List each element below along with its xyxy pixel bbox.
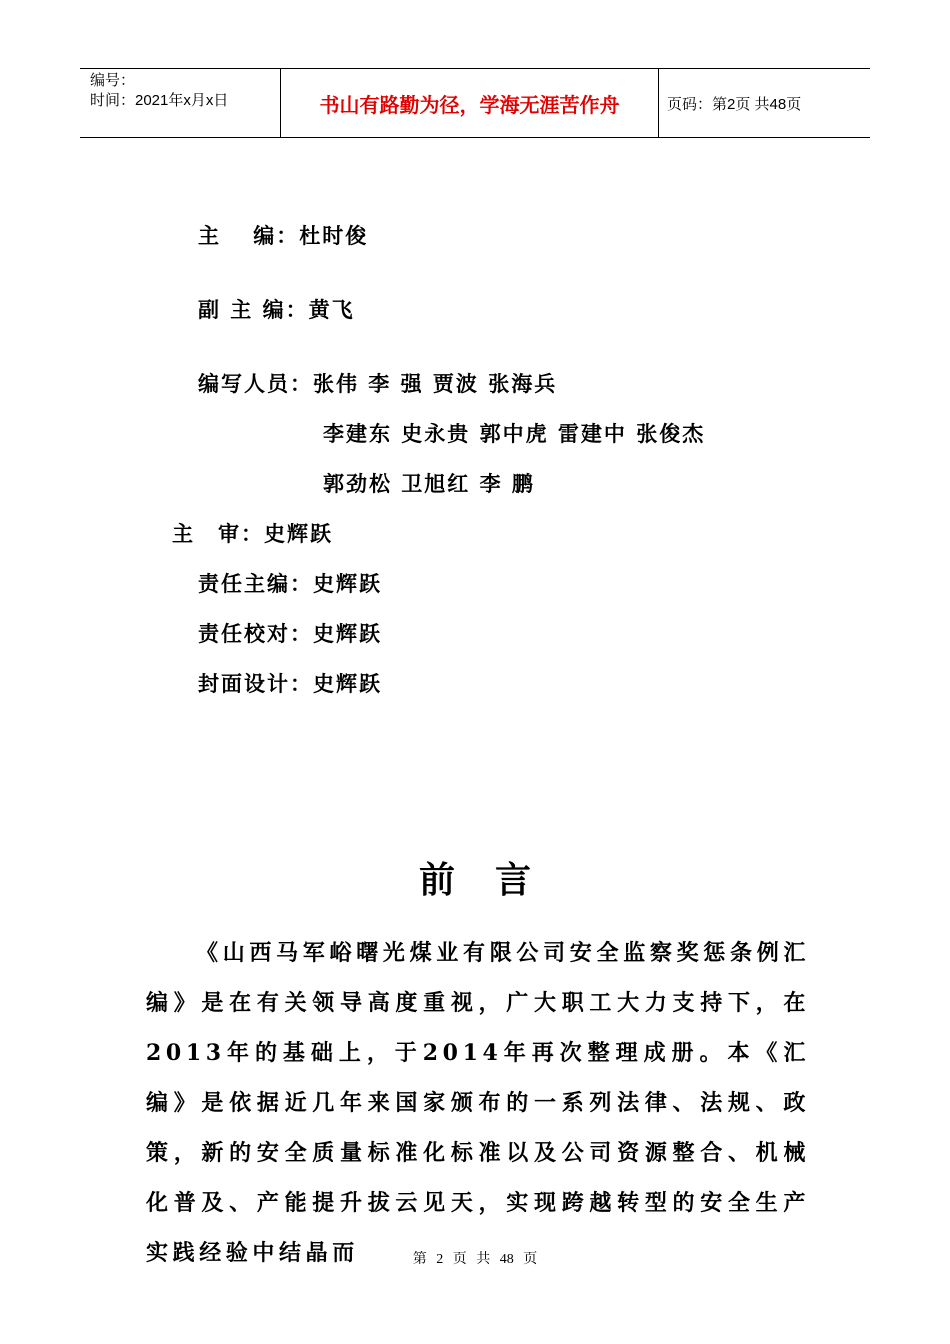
header-meta <box>80 69 281 137</box>
credit-writers-line2: 李建东 史永贵 郭中虎 雷建中 张俊杰 <box>323 421 706 446</box>
credit-deputy-editor: 副 主 编：黄飞 <box>198 297 355 322</box>
header-motto: 书山有路勤为径，学海无涯苦作舟 <box>281 69 659 137</box>
credit-writers-line3: 郭劲松 卫旭红 李 鹏 <box>323 471 535 496</box>
header-number-label: 编号： <box>90 72 136 89</box>
header-page-info: 页码：第2页 共48页 <box>667 95 802 113</box>
credit-cover-design: 封面设计：史辉跃 <box>198 671 382 696</box>
credit-writers: 编写人员：张伟 李 强 贾波 张海兵 <box>198 371 558 396</box>
credit-responsible-editor: 责任主编：史辉跃 <box>198 571 382 596</box>
credit-chief-editor: 主 编：杜时俊 <box>198 223 369 248</box>
page-footer: 第 2 页 共 48 页 <box>412 1252 538 1267</box>
credit-reviewer: 主 审：史辉跃 <box>172 521 333 546</box>
preface-title: 前言 <box>418 859 571 901</box>
credit-responsible-proofreader: 责任校对：史辉跃 <box>198 621 382 646</box>
document-header <box>80 68 870 138</box>
preface-body: 《山西马军峪曙光煤业有限公司安全监察奖惩条例汇编》是在有关领导高度重视，广大职工大力支持下，在2013年的基础上，于2014年再次整理成册。本《汇编》是依据近几年来国家颁布的一系列法律、法规、政策，新的安全质量标准化标准以及公司资源整合、机械化普及、产能提升拔云见天，实现跨越转型的安全生产实践经验中结晶而 <box>146 940 810 1266</box>
header-time-label: 时间：2021年x月x日 <box>90 92 229 109</box>
